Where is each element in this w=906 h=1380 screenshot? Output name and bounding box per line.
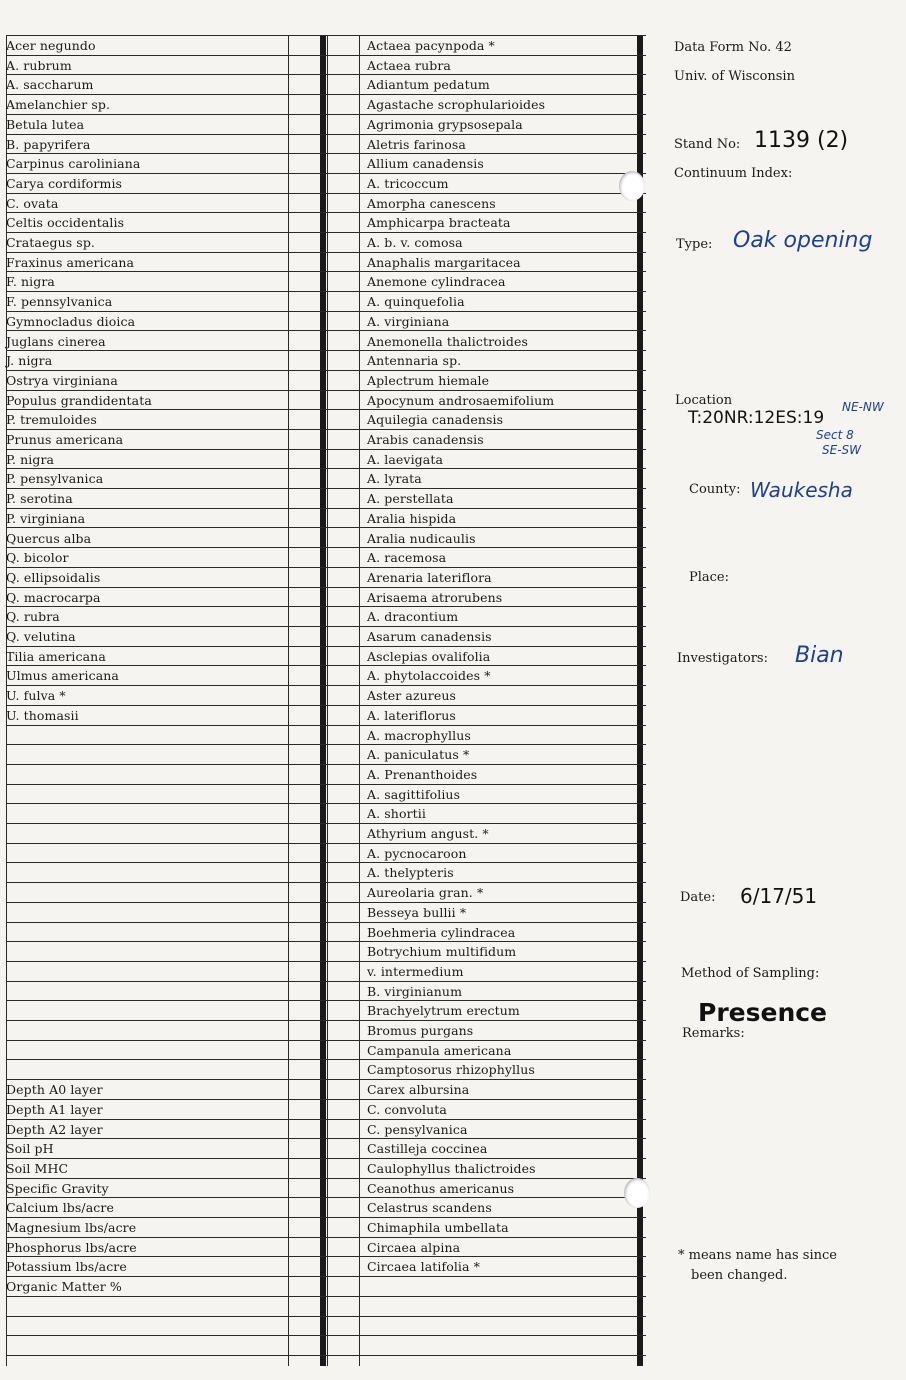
herb-species-cell: Brachyelytrum erectum	[367, 1003, 520, 1018]
tree-species-cell: Q. velutina	[6, 629, 76, 644]
tree-species-cell: Q. macrocarpa	[6, 590, 101, 605]
table-column-divider	[288, 35, 289, 1366]
table-heavy-divider	[320, 35, 326, 1366]
herb-species-cell: A. laevigata	[367, 452, 444, 467]
herb-species-cell: A. Prenanthoides	[367, 767, 478, 782]
tree-species-cell: Depth A1 layer	[6, 1102, 103, 1117]
table-row-rule	[6, 547, 646, 548]
herb-species-cell: Chimaphila umbellata	[367, 1220, 509, 1235]
herb-species-cell: Anemonella thalictroides	[367, 334, 528, 349]
herb-species-cell: Athyrium angust. *	[367, 826, 489, 841]
table-row-rule	[6, 1158, 646, 1159]
herb-species-cell: Aralia nudicaulis	[367, 531, 476, 546]
herb-species-cell: Campanula americana	[367, 1043, 512, 1058]
table-row-rule	[6, 1178, 646, 1179]
table-row-rule	[6, 350, 646, 351]
herb-species-cell: Apocynum androsaemifolium	[367, 393, 555, 408]
herb-species-cell: Adiantum pedatum	[367, 77, 490, 92]
herb-species-cell: A. quinquefolia	[367, 294, 465, 309]
table-row-rule	[6, 1020, 646, 1021]
tree-species-cell: Celtis occidentalis	[6, 215, 125, 230]
tree-species-cell: A. rubrum	[6, 58, 72, 73]
tree-species-cell: P. tremuloides	[6, 412, 97, 427]
herb-species-cell: Boehmeria cylindracea	[367, 925, 516, 940]
herb-species-cell: Castilleja coccinea	[367, 1141, 488, 1156]
table-row-rule	[6, 291, 646, 292]
table-row-rule	[6, 527, 646, 528]
herb-species-cell: A. macrophyllus	[367, 728, 471, 743]
tree-species-cell: Q. bicolor	[6, 550, 69, 565]
tree-species-cell: Magnesium lbs/acre	[6, 1220, 137, 1235]
herb-species-cell: Caulophyllus thalictroides	[367, 1161, 536, 1176]
table-row-rule	[6, 134, 646, 135]
herb-species-cell: A. pycnocaroon	[367, 846, 467, 861]
herb-species-cell: Aletris farinosa	[367, 137, 466, 152]
location-value: T:20NR:12ES:19	[688, 408, 825, 428]
tree-species-cell: U. fulva *	[6, 688, 66, 703]
county-label: County:	[689, 482, 741, 497]
table-row-rule	[6, 409, 646, 410]
table-row-rule	[6, 1335, 646, 1336]
table-row-rule	[6, 1138, 646, 1139]
table-row-rule	[6, 626, 646, 627]
herb-species-cell: Arisaema atrorubens	[367, 590, 503, 605]
table-row-rule	[6, 1296, 646, 1297]
table-row-rule	[6, 665, 646, 666]
binder-hole-top	[619, 171, 645, 201]
table-row-rule	[6, 1237, 646, 1238]
table-row-rule	[6, 902, 646, 903]
table-row-rule	[6, 468, 646, 469]
table-row-rule	[6, 862, 646, 863]
herb-species-cell: Actaea pacynpoda *	[367, 38, 495, 53]
herb-species-cell: v. intermedium	[367, 964, 464, 979]
tree-species-cell: U. thomasii	[6, 708, 79, 723]
investigators-label: Investigators:	[677, 651, 768, 666]
table-row-rule	[6, 705, 646, 706]
tree-species-cell: Quercus alba	[6, 531, 92, 546]
location-note-2: Sect 8	[816, 428, 854, 442]
herb-species-cell: Aureolaria gran. *	[367, 885, 484, 900]
table-row-rule	[6, 488, 646, 489]
stand-value: 1139 (2)	[754, 128, 849, 153]
table-column-divider	[359, 35, 360, 1366]
tree-species-cell: B. papyrifera	[6, 137, 91, 152]
tree-species-cell: Crataegus sp.	[6, 235, 95, 250]
form-number: Data Form No. 42	[674, 40, 792, 55]
table-row-rule	[6, 784, 646, 785]
tree-species-cell: Fraxinus americana	[6, 255, 135, 270]
tree-species-cell: Amelanchier sp.	[6, 97, 111, 112]
tree-species-cell: Specific Gravity	[6, 1181, 109, 1196]
herb-species-cell: A. lyrata	[367, 471, 422, 486]
herb-species-cell: A. perstellata	[367, 491, 454, 506]
table-row-rule	[6, 941, 646, 942]
table-row-rule	[6, 390, 646, 391]
table-row-rule	[6, 744, 646, 745]
tree-species-cell: Juglans cinerea	[6, 334, 106, 349]
herb-species-cell: A. sagittifolius	[367, 787, 461, 802]
type-label: Type:	[676, 237, 713, 252]
table-row-rule	[6, 646, 646, 647]
herb-species-cell: A. racemosa	[367, 550, 447, 565]
tree-species-cell: Q. ellipsoidalis	[6, 570, 101, 585]
herb-species-cell: A. tricoccum	[367, 176, 449, 191]
location-label: Location	[675, 393, 733, 408]
tree-species-cell: Ostrya virginiana	[6, 373, 118, 388]
table-row-rule	[6, 764, 646, 765]
table-row-rule	[6, 587, 646, 588]
herb-species-cell: A. thelypteris	[367, 865, 454, 880]
table-row-rule	[6, 1256, 646, 1257]
tree-species-cell: C. ovata	[6, 196, 59, 211]
table-row-rule	[6, 1040, 646, 1041]
tree-species-cell: Carpinus caroliniana	[6, 156, 141, 171]
table-row-rule	[6, 271, 646, 272]
investigators-value: Bian	[795, 643, 844, 668]
herb-species-cell: Anaphalis margaritacea	[367, 255, 521, 270]
tree-species-cell: F. nigra	[6, 274, 55, 289]
herb-species-cell: A. b. v. comosa	[367, 235, 463, 250]
herb-species-cell: A. paniculatus *	[367, 747, 470, 762]
tree-species-cell: Gymnocladus dioica	[6, 314, 136, 329]
tree-species-cell: Depth A0 layer	[6, 1082, 103, 1097]
herb-species-cell: Arenaria lateriflora	[367, 570, 492, 585]
tree-species-cell: Carya cordiformis	[6, 176, 123, 191]
table-row-rule	[6, 1079, 646, 1080]
table-row-rule	[6, 843, 646, 844]
table-row-rule	[6, 449, 646, 450]
tree-species-cell: P. pensylvanica	[6, 471, 104, 486]
table-row-rule	[6, 193, 646, 194]
herb-species-cell: Allium canadensis	[367, 156, 484, 171]
table-row-rule	[6, 232, 646, 233]
table-row-rule	[6, 212, 646, 213]
tree-species-cell: F. pennsylvanica	[6, 294, 113, 309]
table-row-rule	[6, 882, 646, 883]
binder-hole-bottom	[624, 1178, 650, 1208]
tree-species-cell: Ulmus americana	[6, 668, 119, 683]
table-row-rule	[6, 606, 646, 607]
table-row-rule	[6, 35, 646, 36]
herb-species-cell: Circaea alpina	[367, 1240, 461, 1255]
tree-species-cell: Populus grandidentata	[6, 393, 152, 408]
tree-species-cell: Tilia americana	[6, 649, 106, 664]
table-row-rule	[6, 1217, 646, 1218]
herb-species-cell: Camptosorus rhizophyllus	[367, 1062, 535, 1077]
table-row-rule	[6, 508, 646, 509]
table-row-rule	[6, 803, 646, 804]
herb-species-cell: Aquilegia canadensis	[367, 412, 504, 427]
footnote-line-1: * means name has since	[678, 1248, 837, 1263]
herb-species-cell: A. shortii	[367, 806, 426, 821]
tree-species-cell: Prunus americana	[6, 432, 124, 447]
method-of-sampling-value: Presence	[698, 998, 828, 1027]
place-label: Place:	[689, 570, 730, 585]
date-label: Date:	[680, 890, 716, 905]
tree-species-cell: P. nigra	[6, 452, 55, 467]
table-column-divider	[327, 35, 328, 1366]
tree-species-cell: Phosphorus lbs/acre	[6, 1240, 137, 1255]
method-of-sampling-label: Method of Sampling:	[681, 966, 820, 981]
table-row-rule	[6, 311, 646, 312]
tree-species-cell: P. virginiana	[6, 511, 86, 526]
tree-species-cell: Depth A2 layer	[6, 1122, 103, 1137]
herb-species-cell: Carex albursina	[367, 1082, 470, 1097]
tree-species-cell: P. serotina	[6, 491, 73, 506]
tree-species-cell: A. saccharum	[6, 77, 94, 92]
tree-species-cell: Q. rubra	[6, 609, 60, 624]
herb-species-cell: Antennaria sp.	[367, 353, 462, 368]
herb-species-cell: Besseya bullii *	[367, 905, 467, 920]
location-note-1: NE-NW	[842, 400, 884, 414]
table-row-rule	[6, 823, 646, 824]
type-value: Oak opening	[733, 228, 873, 253]
tree-species-cell: J. nigra	[6, 353, 53, 368]
herb-species-cell: A. phytolaccoides *	[367, 668, 491, 683]
table-row-rule	[6, 1119, 646, 1120]
herb-species-cell: B. virginianum	[367, 984, 463, 999]
table-row-rule	[6, 370, 646, 371]
herb-species-cell: Amphicarpa bracteata	[367, 215, 511, 230]
herb-species-cell: Aster azureus	[367, 688, 457, 703]
table-row-rule	[6, 1099, 646, 1100]
table-row-rule	[6, 114, 646, 115]
table-row-rule	[6, 153, 646, 154]
herb-species-cell: Anemone cylindracea	[367, 274, 506, 289]
stand-label: Stand No:	[674, 137, 741, 152]
herb-species-cell: Asclepias ovalifolia	[367, 649, 491, 664]
table-row-rule	[6, 1316, 646, 1317]
herb-species-cell: Celastrus scandens	[367, 1200, 492, 1215]
herb-species-cell: Actaea rubra	[367, 58, 451, 73]
herb-species-cell: A. lateriflorus	[367, 708, 456, 723]
table-row-rule	[6, 94, 646, 95]
table-row-rule	[6, 74, 646, 75]
table-row-rule	[6, 685, 646, 686]
herb-species-cell: Aralia hispida	[367, 511, 457, 526]
location-note-3: SE-SW	[822, 443, 862, 457]
table-row-rule	[6, 173, 646, 174]
herb-species-cell: Agastache scrophularioides	[367, 97, 546, 112]
tree-species-cell: Betula lutea	[6, 117, 85, 132]
university: Univ. of Wisconsin	[674, 69, 795, 84]
herb-species-cell: A. dracontium	[367, 609, 459, 624]
table-row-rule	[6, 1059, 646, 1060]
herb-species-cell: Asarum canadensis	[367, 629, 492, 644]
herb-species-cell: Botrychium multifidum	[367, 944, 517, 959]
continuum-index-label: Continuum Index:	[674, 166, 793, 181]
table-row-rule	[6, 330, 646, 331]
table-row-rule	[6, 961, 646, 962]
herb-species-cell: Arabis canadensis	[367, 432, 484, 447]
table-row-rule	[6, 922, 646, 923]
herb-species-cell: Circaea latifolia *	[367, 1259, 481, 1274]
herb-species-cell: Amorpha canescens	[367, 196, 496, 211]
tree-species-cell: Potassium lbs/acre	[6, 1259, 127, 1274]
table-row-rule	[6, 725, 646, 726]
table-row-rule	[6, 1197, 646, 1198]
table-heavy-divider	[637, 35, 643, 1366]
tree-species-cell: Soil pH	[6, 1141, 54, 1156]
tree-species-cell: Calcium lbs/acre	[6, 1200, 114, 1215]
table-row-rule	[6, 55, 646, 56]
tree-species-cell: Acer negundo	[6, 38, 96, 53]
date-value: 6/17/51	[740, 884, 818, 908]
table-row-rule	[6, 252, 646, 253]
herb-species-cell: C. convoluta	[367, 1102, 447, 1117]
herb-species-cell: A. virginiana	[367, 314, 450, 329]
table-row-rule	[6, 1355, 646, 1356]
table-row-rule	[6, 567, 646, 568]
herb-species-cell: Aplectrum hiemale	[367, 373, 490, 388]
herb-species-cell: Agrimonia grypsosepala	[367, 117, 523, 132]
table-row-rule	[6, 1276, 646, 1277]
herb-species-cell: Ceanothus americanus	[367, 1181, 515, 1196]
herb-species-cell: C. pensylvanica	[367, 1122, 468, 1137]
table-row-rule	[6, 1000, 646, 1001]
tree-species-cell: Organic Matter %	[6, 1279, 122, 1294]
herb-species-cell: Bromus purgans	[367, 1023, 474, 1038]
table-row-rule	[6, 429, 646, 430]
footnote-line-2: been changed.	[691, 1268, 788, 1283]
county-value: Waukesha	[750, 478, 853, 502]
tree-species-cell: Soil MHC	[6, 1161, 69, 1176]
table-row-rule	[6, 981, 646, 982]
remarks-label: Remarks:	[682, 1026, 745, 1041]
